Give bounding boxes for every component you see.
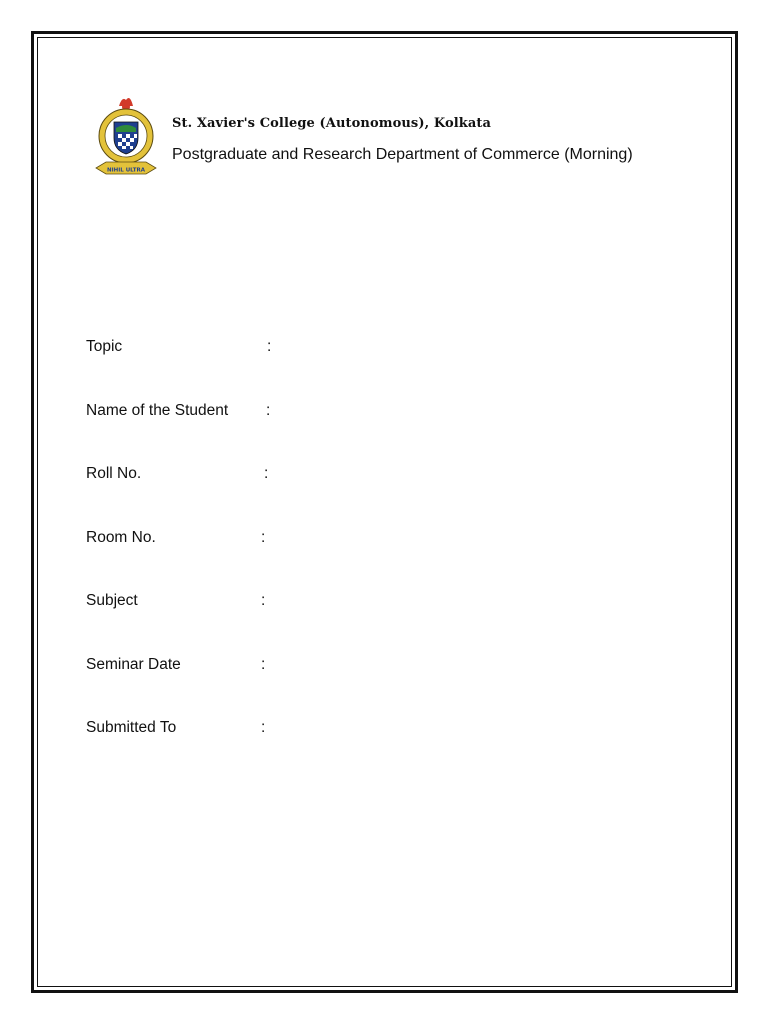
- field-label: Subject: [86, 592, 138, 609]
- field-label: Roll No.: [86, 465, 142, 482]
- field-separator: :: [267, 338, 272, 355]
- college-crest-icon: [86, 94, 166, 182]
- field-separator: :: [261, 528, 266, 546]
- field-label: Topic: [86, 338, 123, 355]
- field-label: Room No.: [86, 528, 156, 546]
- document-header: [86, 94, 706, 184]
- field-topic: [86, 338, 486, 402]
- field-subject: [86, 592, 486, 656]
- field-submitted-to: [86, 719, 486, 783]
- field-separator: :: [261, 719, 266, 736]
- field-roll-no: [86, 465, 486, 529]
- field-separator: :: [261, 592, 266, 609]
- field-label: Seminar Date: [86, 655, 181, 673]
- department-name: Postgraduate and Research Department of Commerce (Morning): [172, 146, 633, 163]
- field-student-name: [86, 402, 486, 466]
- field-room-no: [86, 529, 486, 593]
- field-seminar-date: [86, 656, 486, 720]
- college-name: St. Xavier's College (Autonomous), Kolkata: [172, 116, 492, 131]
- cover-fields: [86, 338, 486, 783]
- crest-motto: NIHIL ULTRA: [106, 167, 146, 174]
- field-separator: :: [261, 655, 266, 673]
- field-separator: :: [264, 465, 269, 482]
- field-label: Submitted To: [86, 719, 177, 736]
- field-separator: :: [266, 401, 271, 419]
- field-label: Name of the Student: [86, 401, 229, 419]
